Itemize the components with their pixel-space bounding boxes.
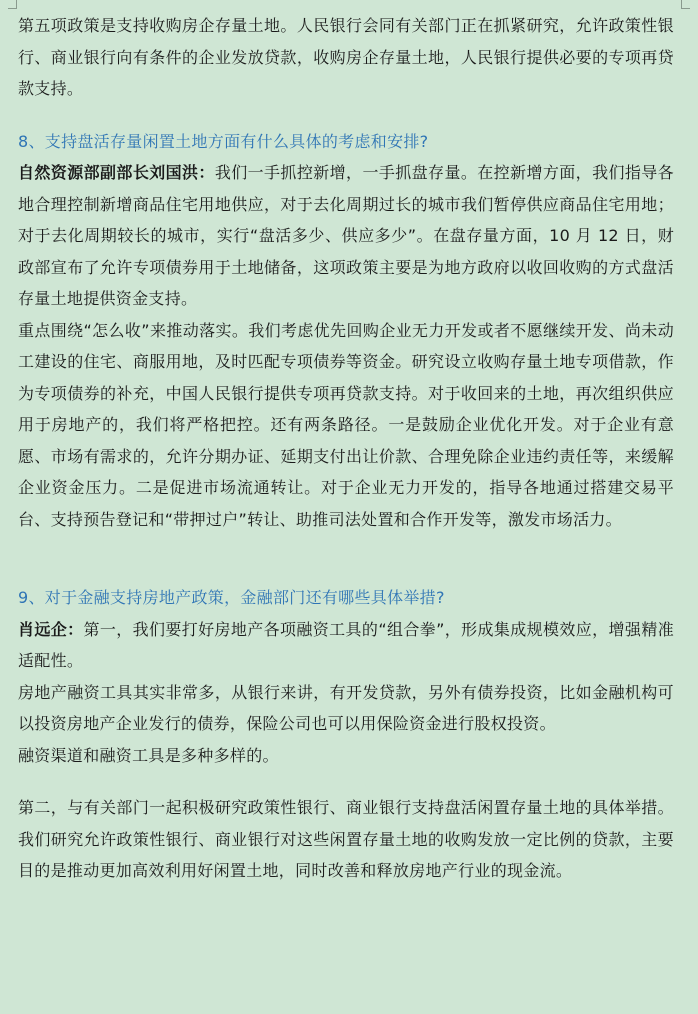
paragraph-policy-five: 第五项政策是支持收购房企存量土地。人民银行会同有关部门正在抓紧研究，允许政策性银行、商业银行向有条件的企业发放贷款，收购房企存量土地，人民银行提供必要的专项再贷款支持。	[18, 16, 674, 98]
answer-9-speaker: 肖远企：	[18, 619, 84, 639]
answer-8-text: 我们一手抓控新增，一手抓盘存量。在控新增方面，我们指导各地合理控制新增商品住宅用地供应，对于去化周期过长的城市我们暂停供应商品住宅用地；对于去化周期较长的城市，实行“盘活多少、供应多少”。在盘存量方面，10 月 12 日，财政部宣布了允许专项债券用于土地储备，这项政策主要是为地方政府以收回收购的方式盘活存量土地提供资金支持。	[18, 163, 674, 308]
answer-9-paragraph-3: 融资渠道和融资工具是多种多样的。	[18, 745, 279, 765]
answer-8-paragraph-2: 重点围绕“怎么收”来推动落实。我们考虑优先回购企业无力开发或者不愿继续开发、尚未动工建设的住宅、商服用地，及时匹配专项债券等资金。研究设立收购存量土地专项借款，作为专项债券的补充，中国人民银行提供专项再贷款支持。对于收回来的土地，再次组织供应用于房地产的，我们将严格把控。还有两条路径。一是鼓励企业优化开发。对于企业有意愿、市场有需求的，允许分期办证、延期支付出让价款、合理免除企业违约责任等，来缓解企业资金压力。二是促进市场流通转让。对于企业无力开发的，指导各地通过搭建交易平台、支持预告登记和“带押过户”转让、助推司法处置和合作开发等，激发市场活力。	[18, 320, 674, 529]
answer-9-text: 第一，我们要打好房地产各项融资工具的“组合拳”，形成集成规模效应，增强精准适配性。	[18, 619, 674, 670]
question-8-heading: 8、支持盘活存量闲置土地方面有什么具体的考虑和安排?	[18, 131, 429, 151]
answer-9-paragraph-4: 第二，与有关部门一起积极研究政策性银行、商业银行支持盘活闲置存量土地的具体举措。我们研究允许政策性银行、商业银行对这些闲置存量土地的收购发放一定比例的贷款，主要目的是推动更加高效利用好闲置土地，同时改善和释放房地产行业的现金流。	[18, 798, 674, 880]
question-9-heading: 9、对于金融支持房地产政策，金融部门还有哪些具体举措?	[18, 588, 445, 607]
answer-9-paragraph-2: 房地产融资工具其实非常多，从银行来讲，有开发贷款，另外有债券投资，比如金融机构可以投资房地产企业发行的债券，保险公司也可以用保险资金进行股权投资。	[18, 682, 674, 733]
answer-8-paragraph	[18, 157, 674, 315]
answer-8-speaker: 自然资源部副部长刘国洪：	[18, 163, 215, 182]
answer-9-paragraph	[18, 614, 674, 677]
